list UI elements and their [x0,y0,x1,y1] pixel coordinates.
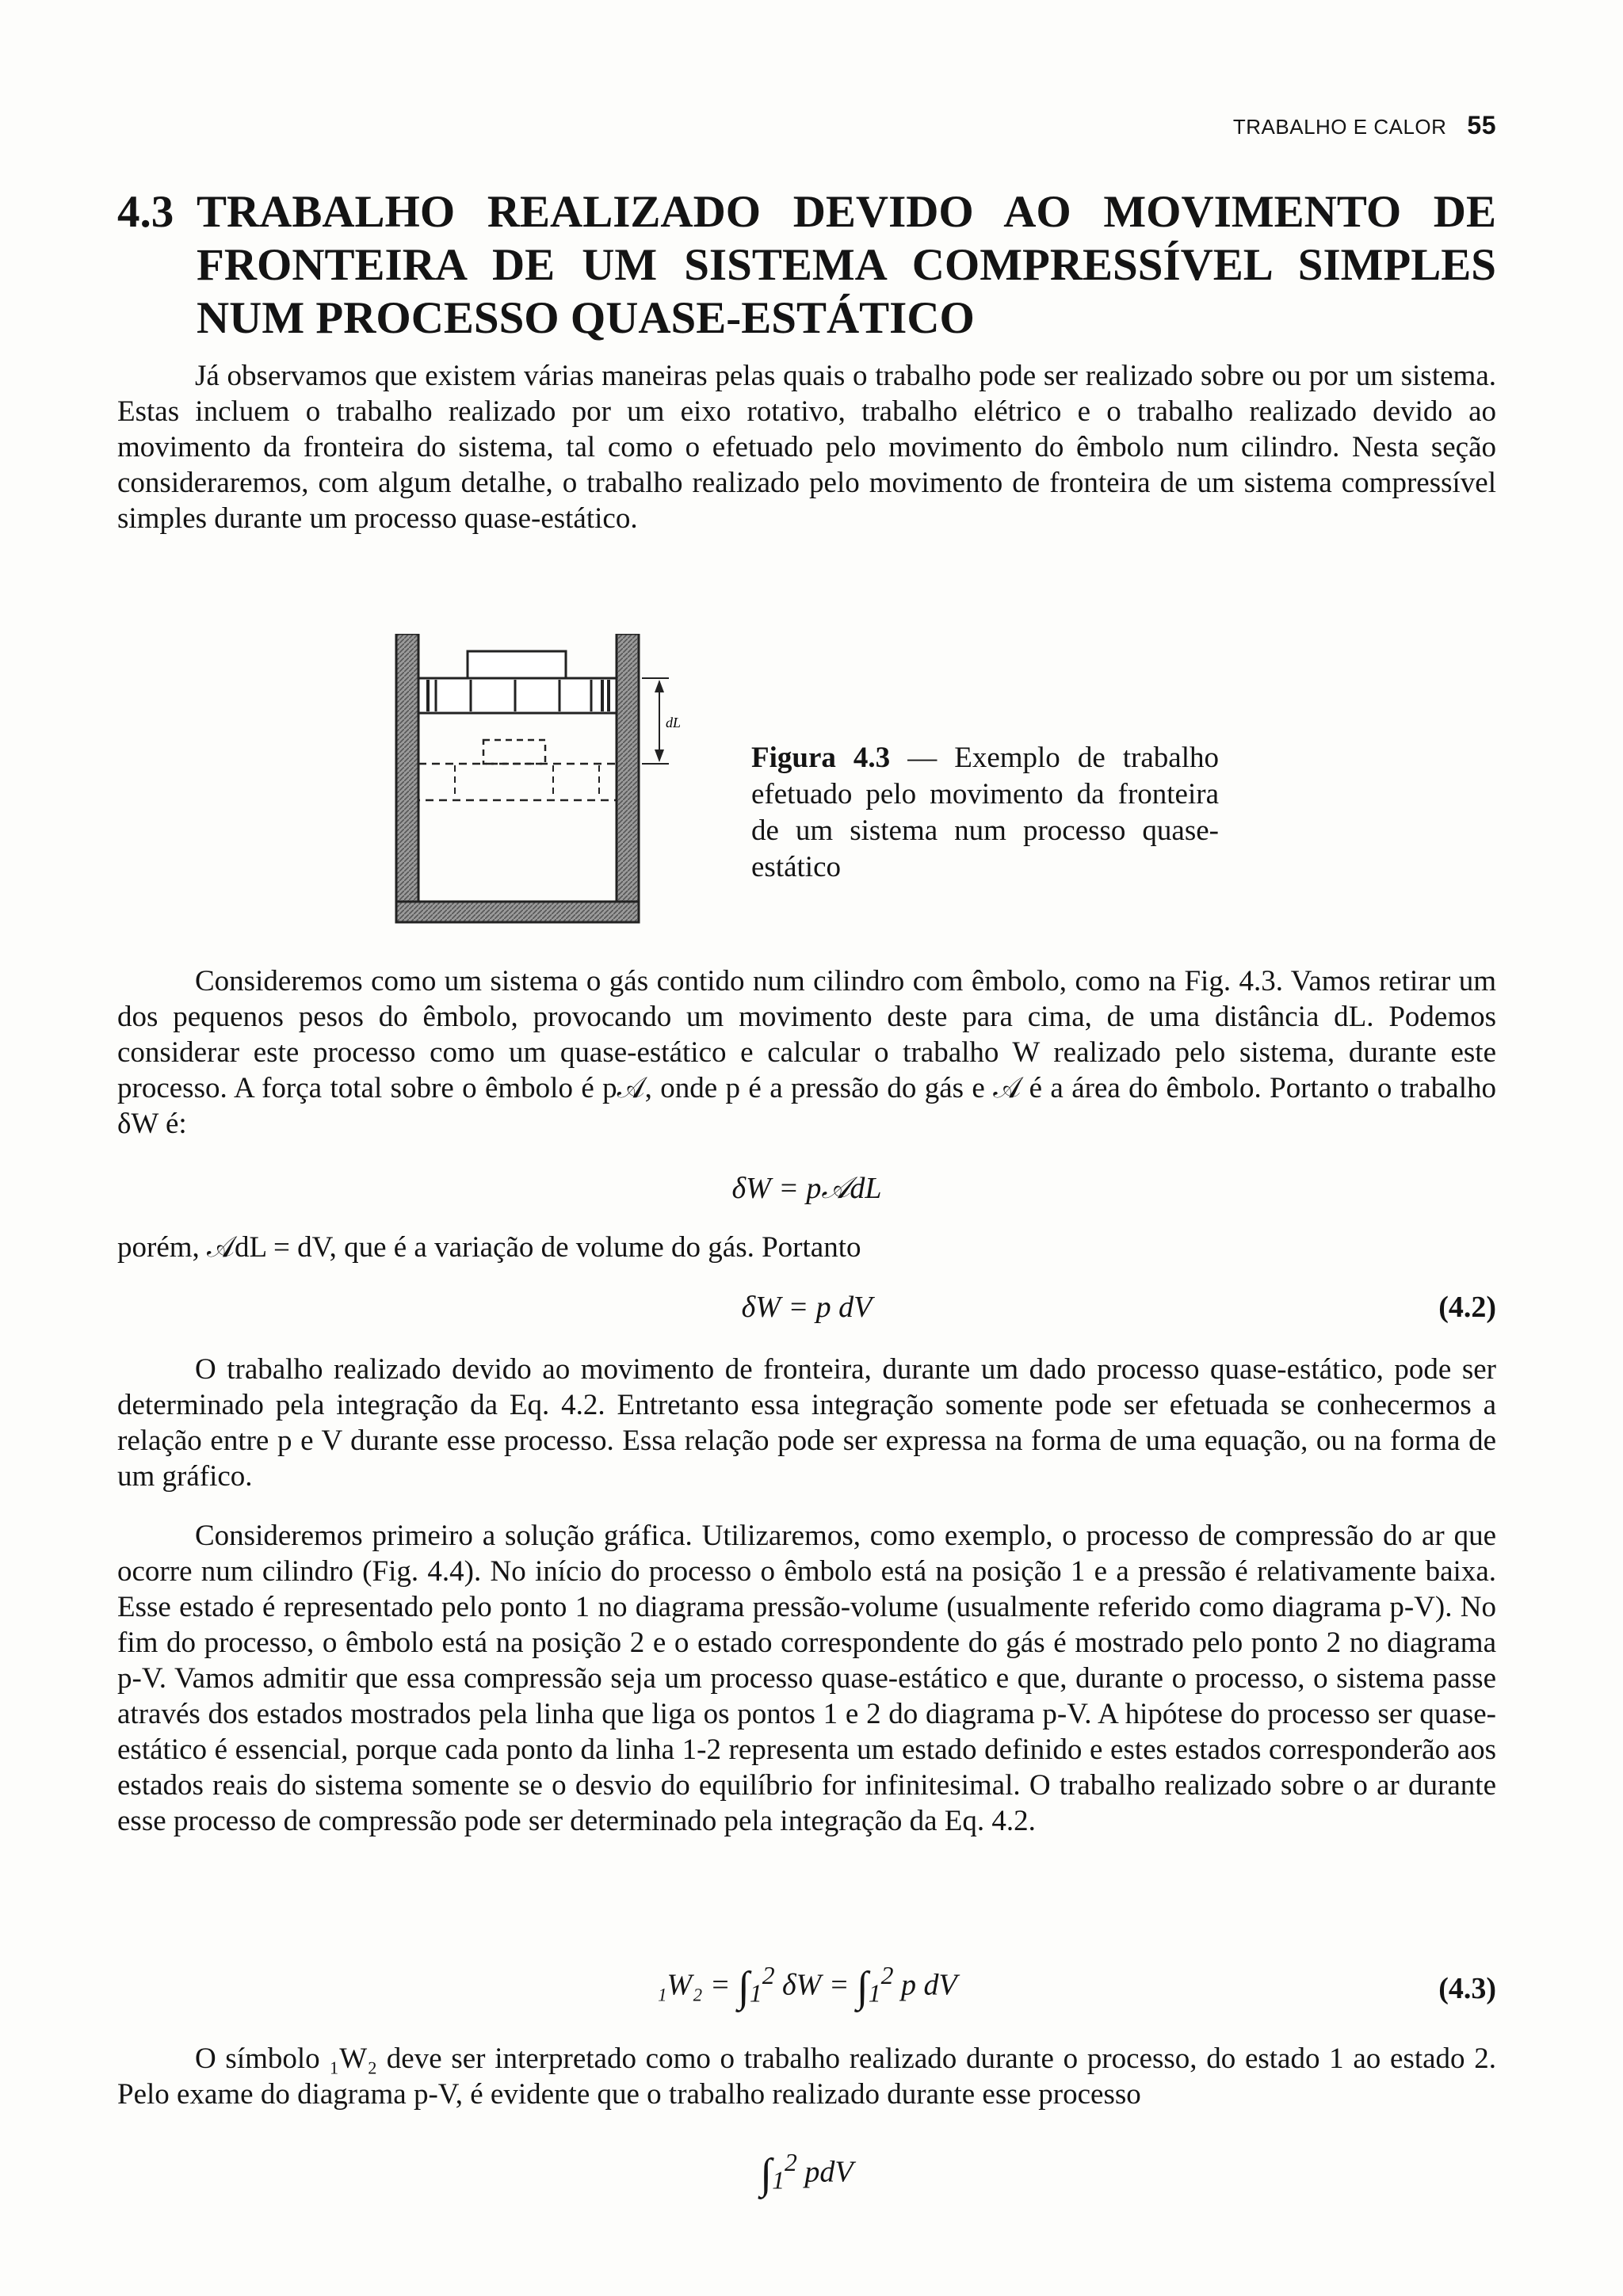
caption-text: — Exemplo de trabalho efetuado pelo movimento da fronteira de um sistema num processo quase-estático [751,742,1219,883]
integral-upper-limit: 2 [880,1962,894,1989]
paragraph-2: Consideremos como um sistema o gás contido num cilindro com êmbolo, como na Fig. 4.3. Vamos retirar um dos pequenos pesos do êmbolo, provocando um movimento deste para cima, de uma distância dL. Podemos considerar este processo como um quase-estático e calcular o trabalho W realizado pelo sistema, durante este processo. A força total sobre o êmbolo é p𝒜, onde p é a pressão do gás e 𝒜 é a área do êmbolo. Portanto o trabalho δW é: [117,965,1496,1140]
equation-text: δW = p𝒜dL [731,1172,882,1205]
section-heading [117,185,1496,345]
running-title: TRABALHO E CALOR [1232,115,1447,139]
integral-upper-limit: 2 [762,1962,775,1989]
figure-4-3 [395,634,680,939]
weight-original-position [483,740,545,764]
paragraph-5: Consideremos primeiro a solução gráfica. Utilizaremos, como exemplo, o processo de compressão do ar que ocorre num cilindro (Fig. 4.4). No início do processo o êmbolo está na posição 1 e a pressão é relativamente baixa. Esse estado é representado pelo ponto 1 no diagrama pressão-volume (usualmente referido como diagrama p-V). No fim do processo, o êmbolo está na posição 2 e o estado correspondente do gás é mostrado pelo ponto 2 no diagrama p-V. Vamos admitir que essa compressão seja um processo quase-estático e que, durante o processo, o sistema passe através dos estados mostrados pela linha que liga os pontos 1 e 2 do diagrama p-V. A hipótese do processo ser quase-estático é essencial, porque cada ponto da linha 1-2 representa um estado definido e estes estados corresponderão aos estados reais do sistema somente se o desvio do equilíbrio for infinitesimal. O trabalho realizado sobre o ar durante esse processo de compressão pode ser determinado pela integração da Eq. 4.2. [117,1520,1496,1837]
integral-icon: ∫ [760,2149,773,2198]
equation-rhs: p dV [900,1968,957,2002]
paragraph-6: O símbolo ₁W₂ deve ser interpretado como o trabalho realizado durante o processo, do estado 1 ao estado 2. Pelo exame do diagrama p-V, é evidente que o trabalho realizado durante esse processo [117,2042,1496,2111]
integral-lower-limit: 1 [749,1979,762,2008]
figure-caption [751,740,1219,886]
paragraph-1: Já observamos que existem várias maneiras pelas quais o trabalho pode ser realizado sobre ou por um sistema. Estas incluem o trabalho realizado por um eixo rotativo, trabalho elétrico e o trabalho realizado devido ao movimento da fronteira do sistema, tal como o efetuado pelo movimento do êmbolo num cilindro. Nesta seção consideraremos, com algum detalhe, o trabalho realizado pelo movimento de fronteira de um sistema compressível simples durante um processo quase-estático. [117,360,1496,535]
arrow-up-icon [655,680,664,692]
equation-number: (4.3) [1438,1972,1496,2005]
integral-upper-limit: 2 [785,2149,797,2176]
paragraph-4: O trabalho realizado devido ao movimento de fronteira, durante um dado processo quase-estático, pode ser determinado pela integração da Eq. 4.2. Entretanto essa integração somente pode ser efetuada se conhecermos a relação entre p e V durante esse processo. Essa relação pode ser expressa na forma de uma equação, ou na forma de um gráfico. [117,1353,1496,1493]
equation-4-2 [117,1290,1496,1325]
integral-icon: ∫ [856,1962,869,2011]
section-number: 4.3 [117,187,174,237]
equation-text: pdV [804,2155,854,2189]
paragraph-3: porém, 𝒜dL = dV, que é a variação de volume do gás. Portanto [117,1231,861,1264]
running-head [1233,111,1496,140]
equation-4-3 [117,1962,1496,2012]
cylinder-right-wall [617,634,639,919]
piston-cylinder-diagram [395,634,680,935]
dimension-label: dL [666,715,680,730]
equation-delta-w [117,1171,1496,1206]
page-number: 55 [1467,111,1496,139]
caption-label: Figura 4.3 [751,742,891,774]
integral-icon: ∫ [738,1962,750,2011]
equation-middle: δW = [782,1968,850,2002]
cylinder-left-wall [396,634,418,919]
piston [418,678,617,713]
piston-weight [468,651,566,678]
equation-number: (4.2) [1438,1291,1496,1324]
piston-original-position [418,764,617,800]
cylinder-base [396,902,639,922]
section-title: TRABALHO REALIZADO DEVIDO AO MOVIMENTO DE FRONTEIRA DE UM SISTEMA COMPRESSÍVEL SIMPLES NUM PROCESSO QUASE-ESTÁTICO [197,187,1496,343]
equation-lhs: ₁W₂ = [656,1968,731,2002]
equation-integral-pdv [117,2149,1496,2199]
arrow-down-icon [655,749,664,762]
equation-text: δW = p dV [741,1291,873,1324]
integral-lower-limit: 1 [868,1979,881,2008]
integral-lower-limit: 1 [772,2166,785,2195]
